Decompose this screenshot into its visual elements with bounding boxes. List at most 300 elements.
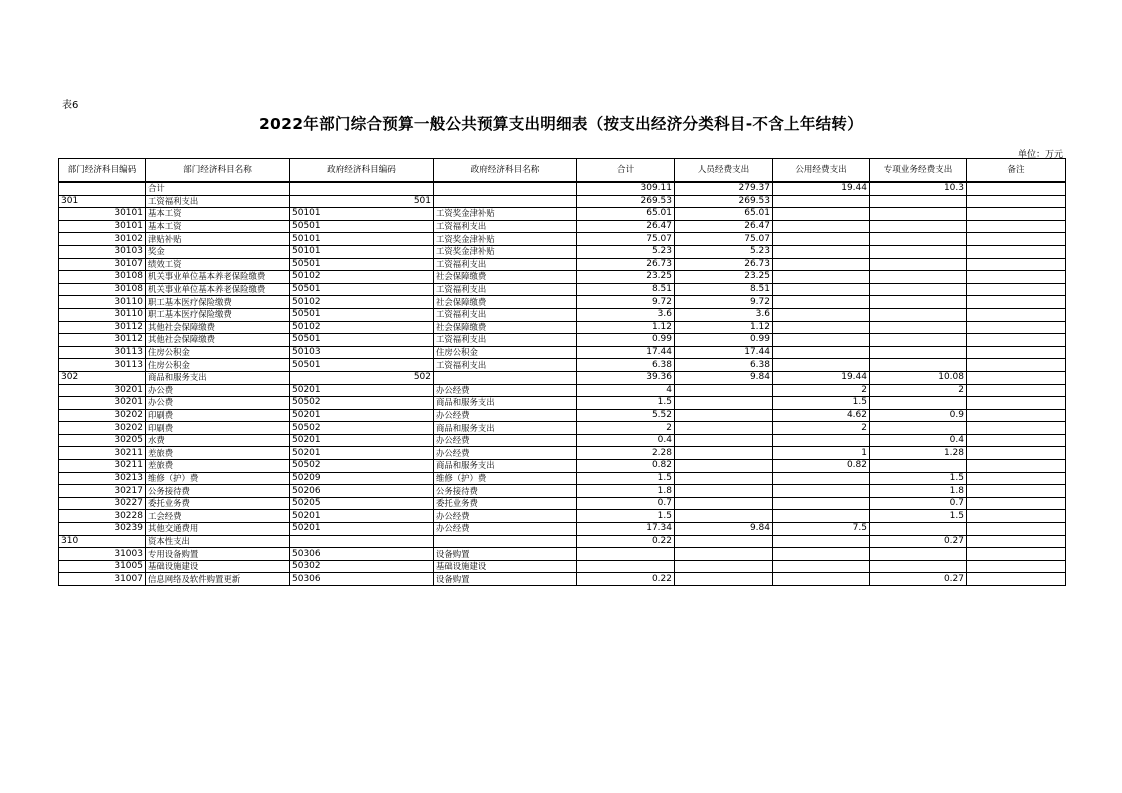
dept-name-cell: 合计 [146,182,290,195]
dept-code-cell: 30102 [59,233,146,246]
note-cell [967,220,1066,233]
table-row [59,182,1066,195]
dept-name-cell: 公务接待费 [146,485,290,498]
note-cell [967,422,1066,435]
dept-code-cell: 30107 [59,258,146,271]
table-row [59,233,1066,246]
dept-code-cell: 31003 [59,548,146,561]
gov-name-cell: 委托业务费 [434,497,577,510]
personnel-cell [675,510,773,523]
special-cell: 1.5 [870,510,967,523]
gov-name-cell: 商品和服务支出 [434,397,577,410]
gov-code-cell: 50201 [290,510,434,523]
dept-code-cell: 30103 [59,245,146,258]
dept-name-cell: 绩效工资 [146,258,290,271]
table-row [59,271,1066,284]
gov-code-cell: 50103 [290,346,434,359]
special-cell [870,460,967,473]
dept-code-cell: 301 [59,195,146,208]
dept-name-cell: 住房公积金 [146,359,290,372]
table-row [59,208,1066,221]
personnel-cell [675,535,773,548]
dept-code-cell: 30110 [59,296,146,309]
gov-code-cell: 50502 [290,422,434,435]
unit-label: 单位：万元 [1017,150,1063,160]
gov-name-cell: 住房公积金 [434,346,577,359]
dept-code-cell: 30227 [59,497,146,510]
dept-code-cell: 310 [59,535,146,548]
total-cell: 1.5 [577,472,675,485]
note-cell [967,548,1066,561]
gov-code-cell: 50201 [290,434,434,447]
dept-code-cell: 30213 [59,472,146,485]
table-row [59,548,1066,561]
special-cell: 10.3 [870,182,967,195]
personnel-cell [675,422,773,435]
personnel-cell: 8.51 [675,283,773,296]
table-row [59,321,1066,334]
header-special: 专项业务经费支出 [870,159,967,183]
dept-name-cell: 资本性支出 [146,535,290,548]
gov-code-cell: 50201 [290,409,434,422]
dept-code-cell: 30201 [59,397,146,410]
table-row [59,535,1066,548]
special-cell: 1.5 [870,472,967,485]
total-cell: 6.38 [577,359,675,372]
personnel-cell [675,573,773,586]
gov-name-cell: 基础设施建设 [434,560,577,573]
personnel-cell: 1.12 [675,321,773,334]
dept-name-cell: 专用设备购置 [146,548,290,561]
gov-name-cell: 办公经费 [434,409,577,422]
dept-code-cell: 31007 [59,573,146,586]
gov-code-cell [290,535,434,548]
public-cell [773,560,870,573]
gov-name-cell: 办公经费 [434,510,577,523]
dept-code-cell: 30101 [59,220,146,233]
dept-code-cell: 30211 [59,447,146,460]
gov-name-cell: 商品和服务支出 [434,422,577,435]
table-row [59,510,1066,523]
public-cell [773,472,870,485]
table-number-label: 表6 [62,100,79,111]
total-cell: 0.22 [577,535,675,548]
table-header-row [59,159,1066,183]
public-cell [773,573,870,586]
dept-name-cell: 津贴补贴 [146,233,290,246]
total-cell: 3.6 [577,308,675,321]
gov-code-cell: 50101 [290,245,434,258]
special-cell: 0.27 [870,573,967,586]
note-cell [967,397,1066,410]
dept-name-cell: 其他社会保障缴费 [146,334,290,347]
special-cell [870,208,967,221]
public-cell: 2 [773,384,870,397]
personnel-cell [675,485,773,498]
dept-name-cell: 办公费 [146,397,290,410]
public-cell: 7.5 [773,523,870,536]
special-cell [870,548,967,561]
public-cell [773,434,870,447]
budget-expenditure-table [58,158,1066,586]
gov-code-cell: 50306 [290,548,434,561]
table-row [59,308,1066,321]
note-cell [967,258,1066,271]
note-cell [967,573,1066,586]
public-cell: 4.62 [773,409,870,422]
gov-code-cell: 50205 [290,497,434,510]
gov-name-cell: 办公经费 [434,523,577,536]
note-cell [967,460,1066,473]
personnel-cell: 0.99 [675,334,773,347]
total-cell: 0.4 [577,434,675,447]
special-cell [870,233,967,246]
note-cell [967,233,1066,246]
public-cell [773,271,870,284]
table-row [59,258,1066,271]
public-cell: 19.44 [773,182,870,195]
gov-name-cell: 公务接待费 [434,485,577,498]
note-cell [967,296,1066,309]
gov-code-cell: 50101 [290,208,434,221]
dept-code-cell: 30113 [59,359,146,372]
dept-code-cell: 30113 [59,346,146,359]
dept-name-cell: 办公费 [146,384,290,397]
gov-code-cell: 50102 [290,271,434,284]
gov-code-cell: 50101 [290,233,434,246]
total-cell [577,560,675,573]
personnel-cell [675,447,773,460]
personnel-cell: 65.01 [675,208,773,221]
special-cell [870,245,967,258]
dept-name-cell: 职工基本医疗保险缴费 [146,296,290,309]
public-cell: 1.5 [773,397,870,410]
special-cell: 0.4 [870,434,967,447]
gov-name-cell: 工资奖金津补贴 [434,208,577,221]
gov-code-cell: 50102 [290,321,434,334]
dept-name-cell: 工会经费 [146,510,290,523]
gov-name-cell: 办公经费 [434,384,577,397]
note-cell [967,560,1066,573]
dept-name-cell: 基础设施建设 [146,560,290,573]
special-cell [870,258,967,271]
total-cell: 5.52 [577,409,675,422]
gov-name-cell: 工资福利支出 [434,258,577,271]
dept-code-cell: 30112 [59,321,146,334]
special-cell [870,321,967,334]
public-cell [773,283,870,296]
special-cell: 0.27 [870,535,967,548]
special-cell [870,346,967,359]
total-cell: 2 [577,422,675,435]
note-cell [967,485,1066,498]
total-cell: 17.44 [577,346,675,359]
note-cell [967,283,1066,296]
dept-name-cell: 信息网络及软件购置更新 [146,573,290,586]
dept-name-cell: 印刷费 [146,422,290,435]
gov-name-cell [434,535,577,548]
note-cell [967,346,1066,359]
personnel-cell [675,548,773,561]
dept-code-cell: 30110 [59,308,146,321]
gov-name-cell: 工资福利支出 [434,220,577,233]
gov-name-cell [434,371,577,384]
special-cell: 1.8 [870,485,967,498]
dept-code-cell: 31005 [59,560,146,573]
header-public: 公用经费支出 [773,159,870,183]
table-row [59,346,1066,359]
special-cell: 0.9 [870,409,967,422]
dept-code-cell: 30112 [59,334,146,347]
gov-code-cell: 50501 [290,359,434,372]
gov-name-cell: 维修（护）费 [434,472,577,485]
personnel-cell [675,472,773,485]
dept-code-cell [59,182,146,195]
total-cell: 2.28 [577,447,675,460]
table-row [59,523,1066,536]
public-cell [773,220,870,233]
personnel-cell: 3.6 [675,308,773,321]
gov-name-cell: 商品和服务支出 [434,460,577,473]
special-cell [870,334,967,347]
gov-code-cell: 50209 [290,472,434,485]
personnel-cell: 269.53 [675,195,773,208]
dept-code-cell: 30217 [59,485,146,498]
total-cell: 26.73 [577,258,675,271]
total-cell: 309.11 [577,182,675,195]
dept-name-cell: 差旅费 [146,460,290,473]
gov-name-cell: 设备购置 [434,573,577,586]
table-row [59,195,1066,208]
dept-name-cell: 职工基本医疗保险缴费 [146,308,290,321]
total-cell: 4 [577,384,675,397]
table-row [59,460,1066,473]
header-dept-code: 部门经济科目编码 [59,159,146,183]
dept-name-cell: 住房公积金 [146,346,290,359]
gov-code-cell: 50502 [290,460,434,473]
dept-code-cell: 30205 [59,434,146,447]
gov-name-cell [434,182,577,195]
public-cell [773,296,870,309]
total-cell: 5.23 [577,245,675,258]
total-cell: 65.01 [577,208,675,221]
gov-code-cell: 50306 [290,573,434,586]
note-cell [967,535,1066,548]
personnel-cell [675,409,773,422]
dept-name-cell: 基本工资 [146,220,290,233]
dept-code-cell: 30239 [59,523,146,536]
table-body [59,182,1066,586]
total-cell: 269.53 [577,195,675,208]
total-cell: 9.72 [577,296,675,309]
total-cell: 1.5 [577,397,675,410]
note-cell [967,447,1066,460]
dept-code-cell: 302 [59,371,146,384]
personnel-cell: 23.25 [675,271,773,284]
table-row [59,359,1066,372]
public-cell: 1 [773,447,870,460]
personnel-cell: 279.37 [675,182,773,195]
personnel-cell: 26.47 [675,220,773,233]
gov-code-cell: 50502 [290,397,434,410]
public-cell [773,535,870,548]
note-cell [967,371,1066,384]
gov-name-cell: 工资福利支出 [434,334,577,347]
dept-code-cell: 30108 [59,283,146,296]
dept-name-cell: 奖金 [146,245,290,258]
public-cell: 0.82 [773,460,870,473]
public-cell [773,497,870,510]
note-cell [967,510,1066,523]
gov-name-cell: 工资福利支出 [434,308,577,321]
personnel-cell: 26.73 [675,258,773,271]
personnel-cell: 9.84 [675,371,773,384]
total-cell: 17.34 [577,523,675,536]
public-cell [773,510,870,523]
note-cell [967,321,1066,334]
gov-name-cell: 社会保障缴费 [434,271,577,284]
gov-code-cell: 50206 [290,485,434,498]
dept-name-cell: 委托业务费 [146,497,290,510]
header-total: 合计 [577,159,675,183]
dept-code-cell: 30228 [59,510,146,523]
header-personnel: 人员经费支出 [675,159,773,183]
table-row [59,334,1066,347]
dept-name-cell: 水费 [146,434,290,447]
note-cell [967,208,1066,221]
header-note: 备注 [967,159,1066,183]
header-gov-name: 政府经济科目名称 [434,159,577,183]
note-cell [967,245,1066,258]
dept-name-cell: 基本工资 [146,208,290,221]
note-cell [967,523,1066,536]
note-cell [967,434,1066,447]
gov-code-cell [290,182,434,195]
public-cell [773,258,870,271]
dept-code-cell: 30211 [59,460,146,473]
public-cell [773,346,870,359]
personnel-cell: 9.72 [675,296,773,309]
public-cell [773,233,870,246]
note-cell [967,182,1066,195]
note-cell [967,359,1066,372]
table-row [59,560,1066,573]
special-cell [870,560,967,573]
table-row [59,422,1066,435]
special-cell [870,308,967,321]
gov-name-cell: 工资奖金津补贴 [434,233,577,246]
public-cell [773,334,870,347]
dept-name-cell: 维修（护）费 [146,472,290,485]
header-dept-name: 部门经济科目名称 [146,159,290,183]
personnel-cell: 5.23 [675,245,773,258]
gov-code-cell: 50201 [290,523,434,536]
total-cell [577,548,675,561]
table-row [59,409,1066,422]
dept-name-cell: 印刷费 [146,409,290,422]
gov-code-cell: 50501 [290,308,434,321]
dept-name-cell: 其他交通费用 [146,523,290,536]
personnel-cell: 9.84 [675,523,773,536]
gov-code-cell: 502 [290,371,434,384]
gov-name-cell: 设备购置 [434,548,577,561]
special-cell [870,271,967,284]
note-cell [967,472,1066,485]
total-cell: 1.12 [577,321,675,334]
gov-name-cell: 办公经费 [434,447,577,460]
note-cell [967,195,1066,208]
gov-name-cell: 工资福利支出 [434,359,577,372]
special-cell [870,359,967,372]
gov-code-cell: 50501 [290,220,434,233]
public-cell: 19.44 [773,371,870,384]
gov-code-cell: 50302 [290,560,434,573]
total-cell: 23.25 [577,271,675,284]
special-cell [870,296,967,309]
total-cell: 0.82 [577,460,675,473]
public-cell [773,245,870,258]
personnel-cell [675,384,773,397]
note-cell [967,271,1066,284]
note-cell [967,409,1066,422]
public-cell [773,308,870,321]
public-cell: 2 [773,422,870,435]
personnel-cell [675,560,773,573]
public-cell [773,548,870,561]
total-cell: 1.5 [577,510,675,523]
dept-code-cell: 30202 [59,409,146,422]
gov-code-cell: 50501 [290,258,434,271]
special-cell [870,397,967,410]
table-row [59,384,1066,397]
personnel-cell: 75.07 [675,233,773,246]
dept-code-cell: 30202 [59,422,146,435]
special-cell: 2 [870,384,967,397]
public-cell [773,321,870,334]
dept-name-cell: 机关事业单位基本养老保险缴费 [146,271,290,284]
gov-name-cell: 办公经费 [434,434,577,447]
total-cell: 0.22 [577,573,675,586]
dept-code-cell: 30101 [59,208,146,221]
special-cell: 10.08 [870,371,967,384]
gov-name-cell: 工资福利支出 [434,283,577,296]
note-cell [967,384,1066,397]
gov-name-cell [434,195,577,208]
dept-code-cell: 30201 [59,384,146,397]
table-row [59,434,1066,447]
special-cell: 0.7 [870,497,967,510]
table-row [59,283,1066,296]
table-row [59,573,1066,586]
dept-name-cell: 工资福利支出 [146,195,290,208]
gov-code-cell: 501 [290,195,434,208]
gov-name-cell: 工资奖金津补贴 [434,245,577,258]
gov-code-cell: 50501 [290,334,434,347]
personnel-cell [675,434,773,447]
table-row [59,447,1066,460]
gov-code-cell: 50201 [290,447,434,460]
total-cell: 26.47 [577,220,675,233]
dept-code-cell: 30108 [59,271,146,284]
gov-name-cell: 社会保障缴费 [434,296,577,309]
note-cell [967,497,1066,510]
document-title: 2022年部门综合预算一般公共预算支出明细表（按支出经济分类科目-不含上年结转） [258,115,864,133]
table-row [59,220,1066,233]
total-cell: 1.8 [577,485,675,498]
table-row [59,245,1066,258]
total-cell: 39.36 [577,371,675,384]
public-cell [773,485,870,498]
